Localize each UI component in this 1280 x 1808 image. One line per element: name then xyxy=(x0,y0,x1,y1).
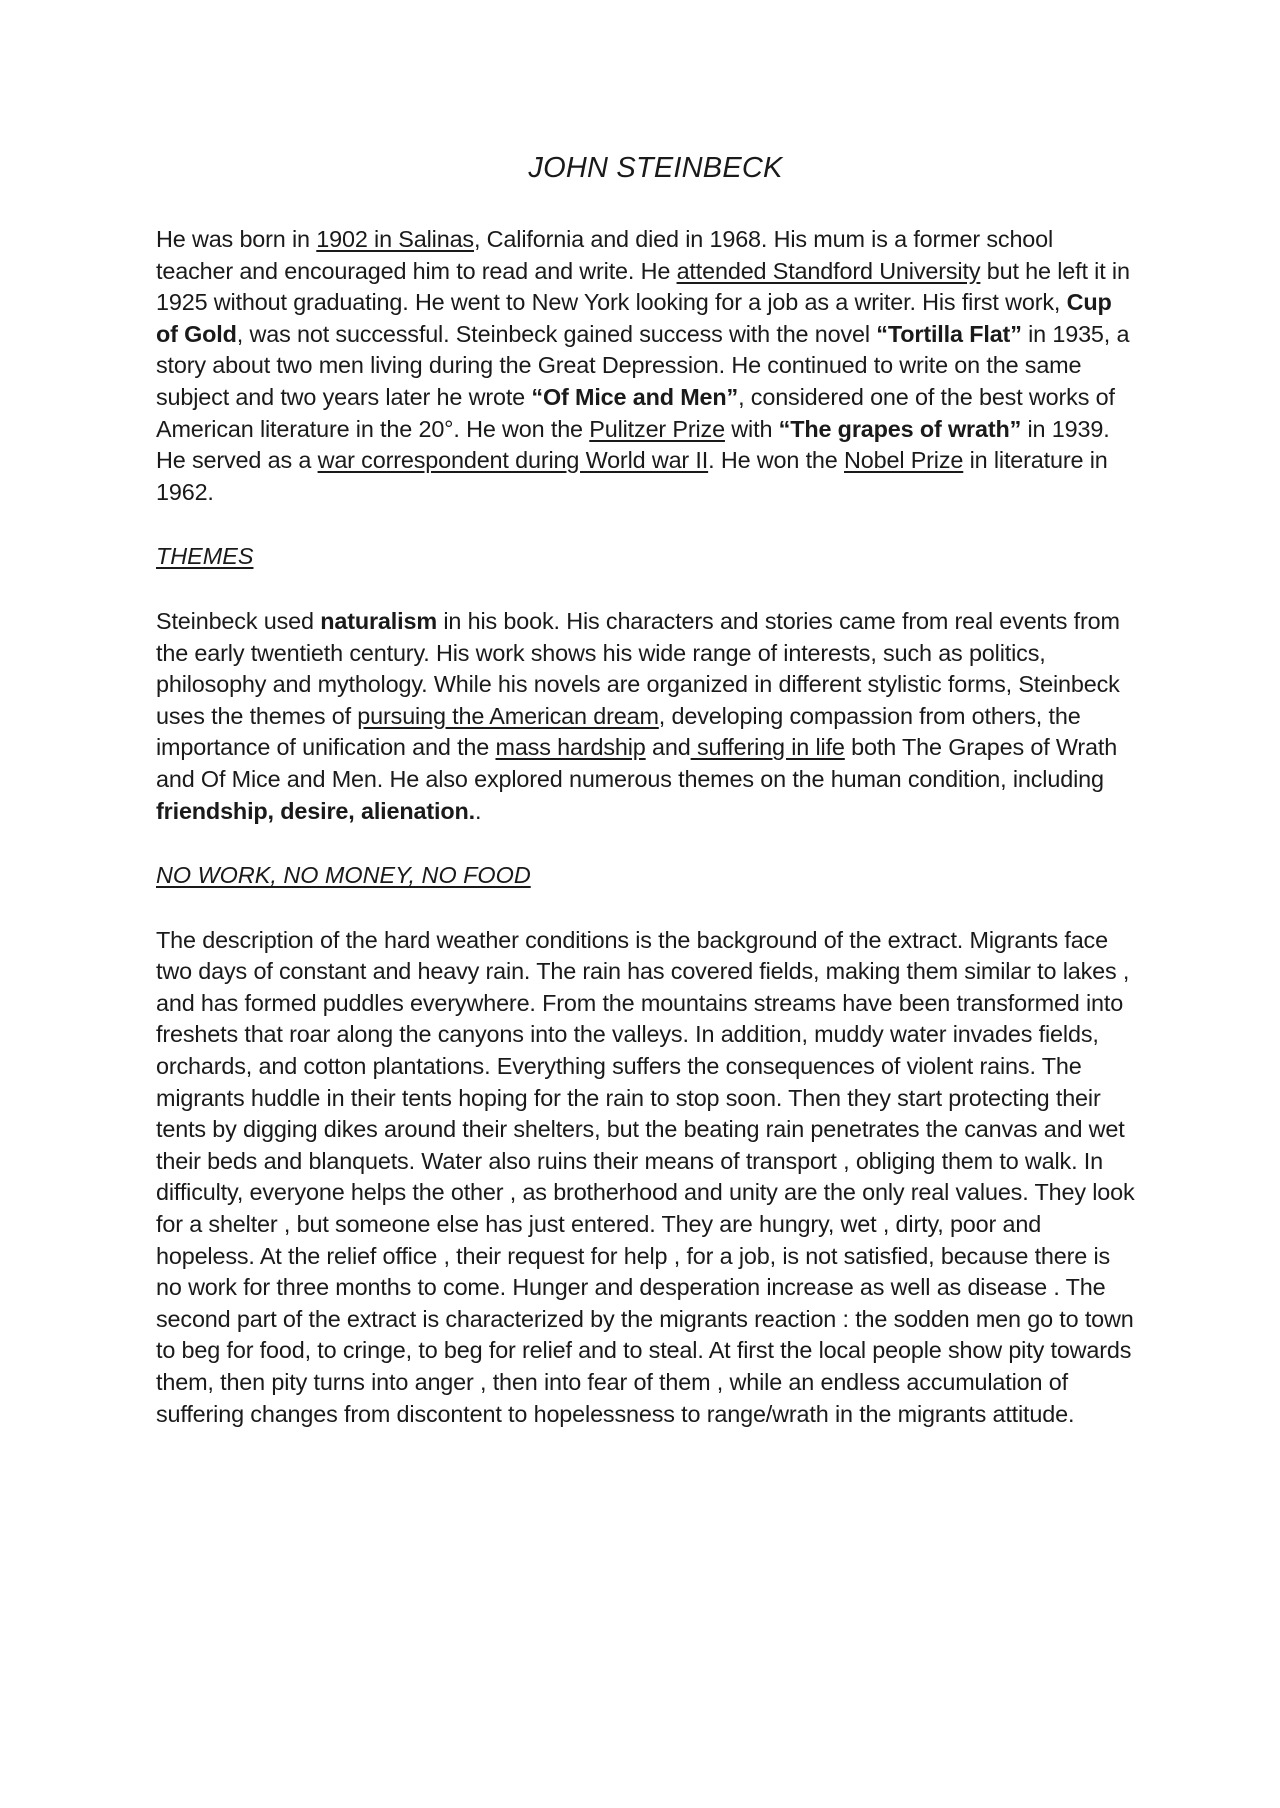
themes-text-5: both The Grapes of Wrath and Of Mice and Men. He also explored numerous themes on the human condition, including xyxy=(156,734,1118,792)
bio-bold-tortilla-flat: “Tortilla Flat” xyxy=(876,320,1022,347)
themes-paragraph xyxy=(156,606,1135,827)
bio-text-6: , considered one of the best works of American literature in the 20°. He won the xyxy=(156,383,1115,442)
bio-text-1: He was born in xyxy=(156,226,317,252)
page-title: JOHN STEINBECK xyxy=(528,152,783,184)
bio-text-2: , California and died in 1968. His mum is a former school teacher and encouraged him to read and write. He xyxy=(156,226,1054,284)
bio-text-4: , was not successful. Steinbeck gained success with the novel xyxy=(236,320,877,347)
bio-text-10: in literature in 1962. xyxy=(156,447,1108,505)
themes-heading: THEMES xyxy=(156,543,254,570)
bio-underline-birth: 1902 in Salinas xyxy=(316,226,474,252)
bio-text-7: with xyxy=(724,415,779,442)
bio-bold-of-mice-and-men: “Of Mice and Men” xyxy=(531,383,739,410)
biography-paragraph xyxy=(156,224,1135,508)
bio-bold-grapes-of-wrath: “The grapes of wrath” xyxy=(778,415,1022,442)
bio-text-5: in 1935, a story about two men living during the Great Depression. He continued to write on the same subject and two years later he wrote xyxy=(156,320,1130,410)
themes-underline-mass-hardship: mass hardship xyxy=(495,734,646,761)
bio-bold-cup-of-gold: Cup of Gold xyxy=(156,289,1112,347)
no-work-heading: NO WORK, NO MONEY, NO FOOD xyxy=(156,862,531,889)
themes-bold-friendship: friendship, desire, alienation. xyxy=(156,797,475,824)
bio-underline-university: attended Standford University xyxy=(676,257,981,284)
bio-underline-war-correspondent: war correspondent during World war II xyxy=(317,447,709,474)
themes-underline-suffering: suffering in life xyxy=(690,734,845,761)
themes-text-3: , developing compassion from others, the importance of unification and the xyxy=(156,702,1081,761)
themes-text-2: in his book. His characters and stories came from real events from the early twentieth century. His work shows his wide range of interests, such as politics, philosophy and mythology. While his novels are organized in different stylistic forms, Steinbeck uses the themes of xyxy=(156,607,1120,729)
themes-text-1: Steinbeck used xyxy=(156,607,321,634)
bio-text-3: but he left it in 1925 without graduating. He went to New York looking for a job as a writer. His first work, xyxy=(156,257,1130,316)
themes-text-4: and xyxy=(645,734,691,761)
bio-text-8: in 1939. He served as a xyxy=(156,415,1110,474)
themes-bold-naturalism: naturalism xyxy=(320,607,437,634)
no-work-paragraph: The description of the hard weather conditions is the background of the extract. Migrants face two days of constant and heavy rain. The rain has covered fields, making them similar to lakes , and has formed puddles everywhere. From the mountains streams have been transformed into freshets that roar along the canyons into the valleys. In addition, muddy water invades fields, orchards, and cotton plantations. Everything suffers the consequences of violent rains. The migrants huddle in their tents hoping for the rain to stop soon. Then they start protecting their tents by digging dikes around their shelters, but the beating rain penetrates the canvas and wet their beds and blanquets. Water also ruins their means of transport , obliging them to walk. In difficulty, everyone helps the other , as brotherhood and unity are the only real values. They look for a shelter , but someone else has just entered. They are hungry, wet , dirty, poor and hopeless. At the relief office , their request for help , for a job, is not satisfied, because there is no work for three months to come. Hunger and desperation increase as well as disease . The second part of the extract is characterized by the migrants reaction : the sodden men go to town to beg for food, to cringe, to beg for relief and to steal. At first the local people show pity towards them, then pity turns into anger , then into fear of them , while an endless accumulation of suffering changes from discontent to hopelessness to range/wrath in the migrants attitude. xyxy=(156,926,1135,1427)
themes-text-6: . xyxy=(475,797,482,824)
bio-underline-pulitzer: Pulitzer Prize xyxy=(589,415,725,442)
bio-text-9: . He won the xyxy=(708,447,844,474)
themes-underline-american-dream: pursuing the American dream xyxy=(357,702,659,729)
bio-underline-nobel: Nobel Prize xyxy=(844,447,964,474)
